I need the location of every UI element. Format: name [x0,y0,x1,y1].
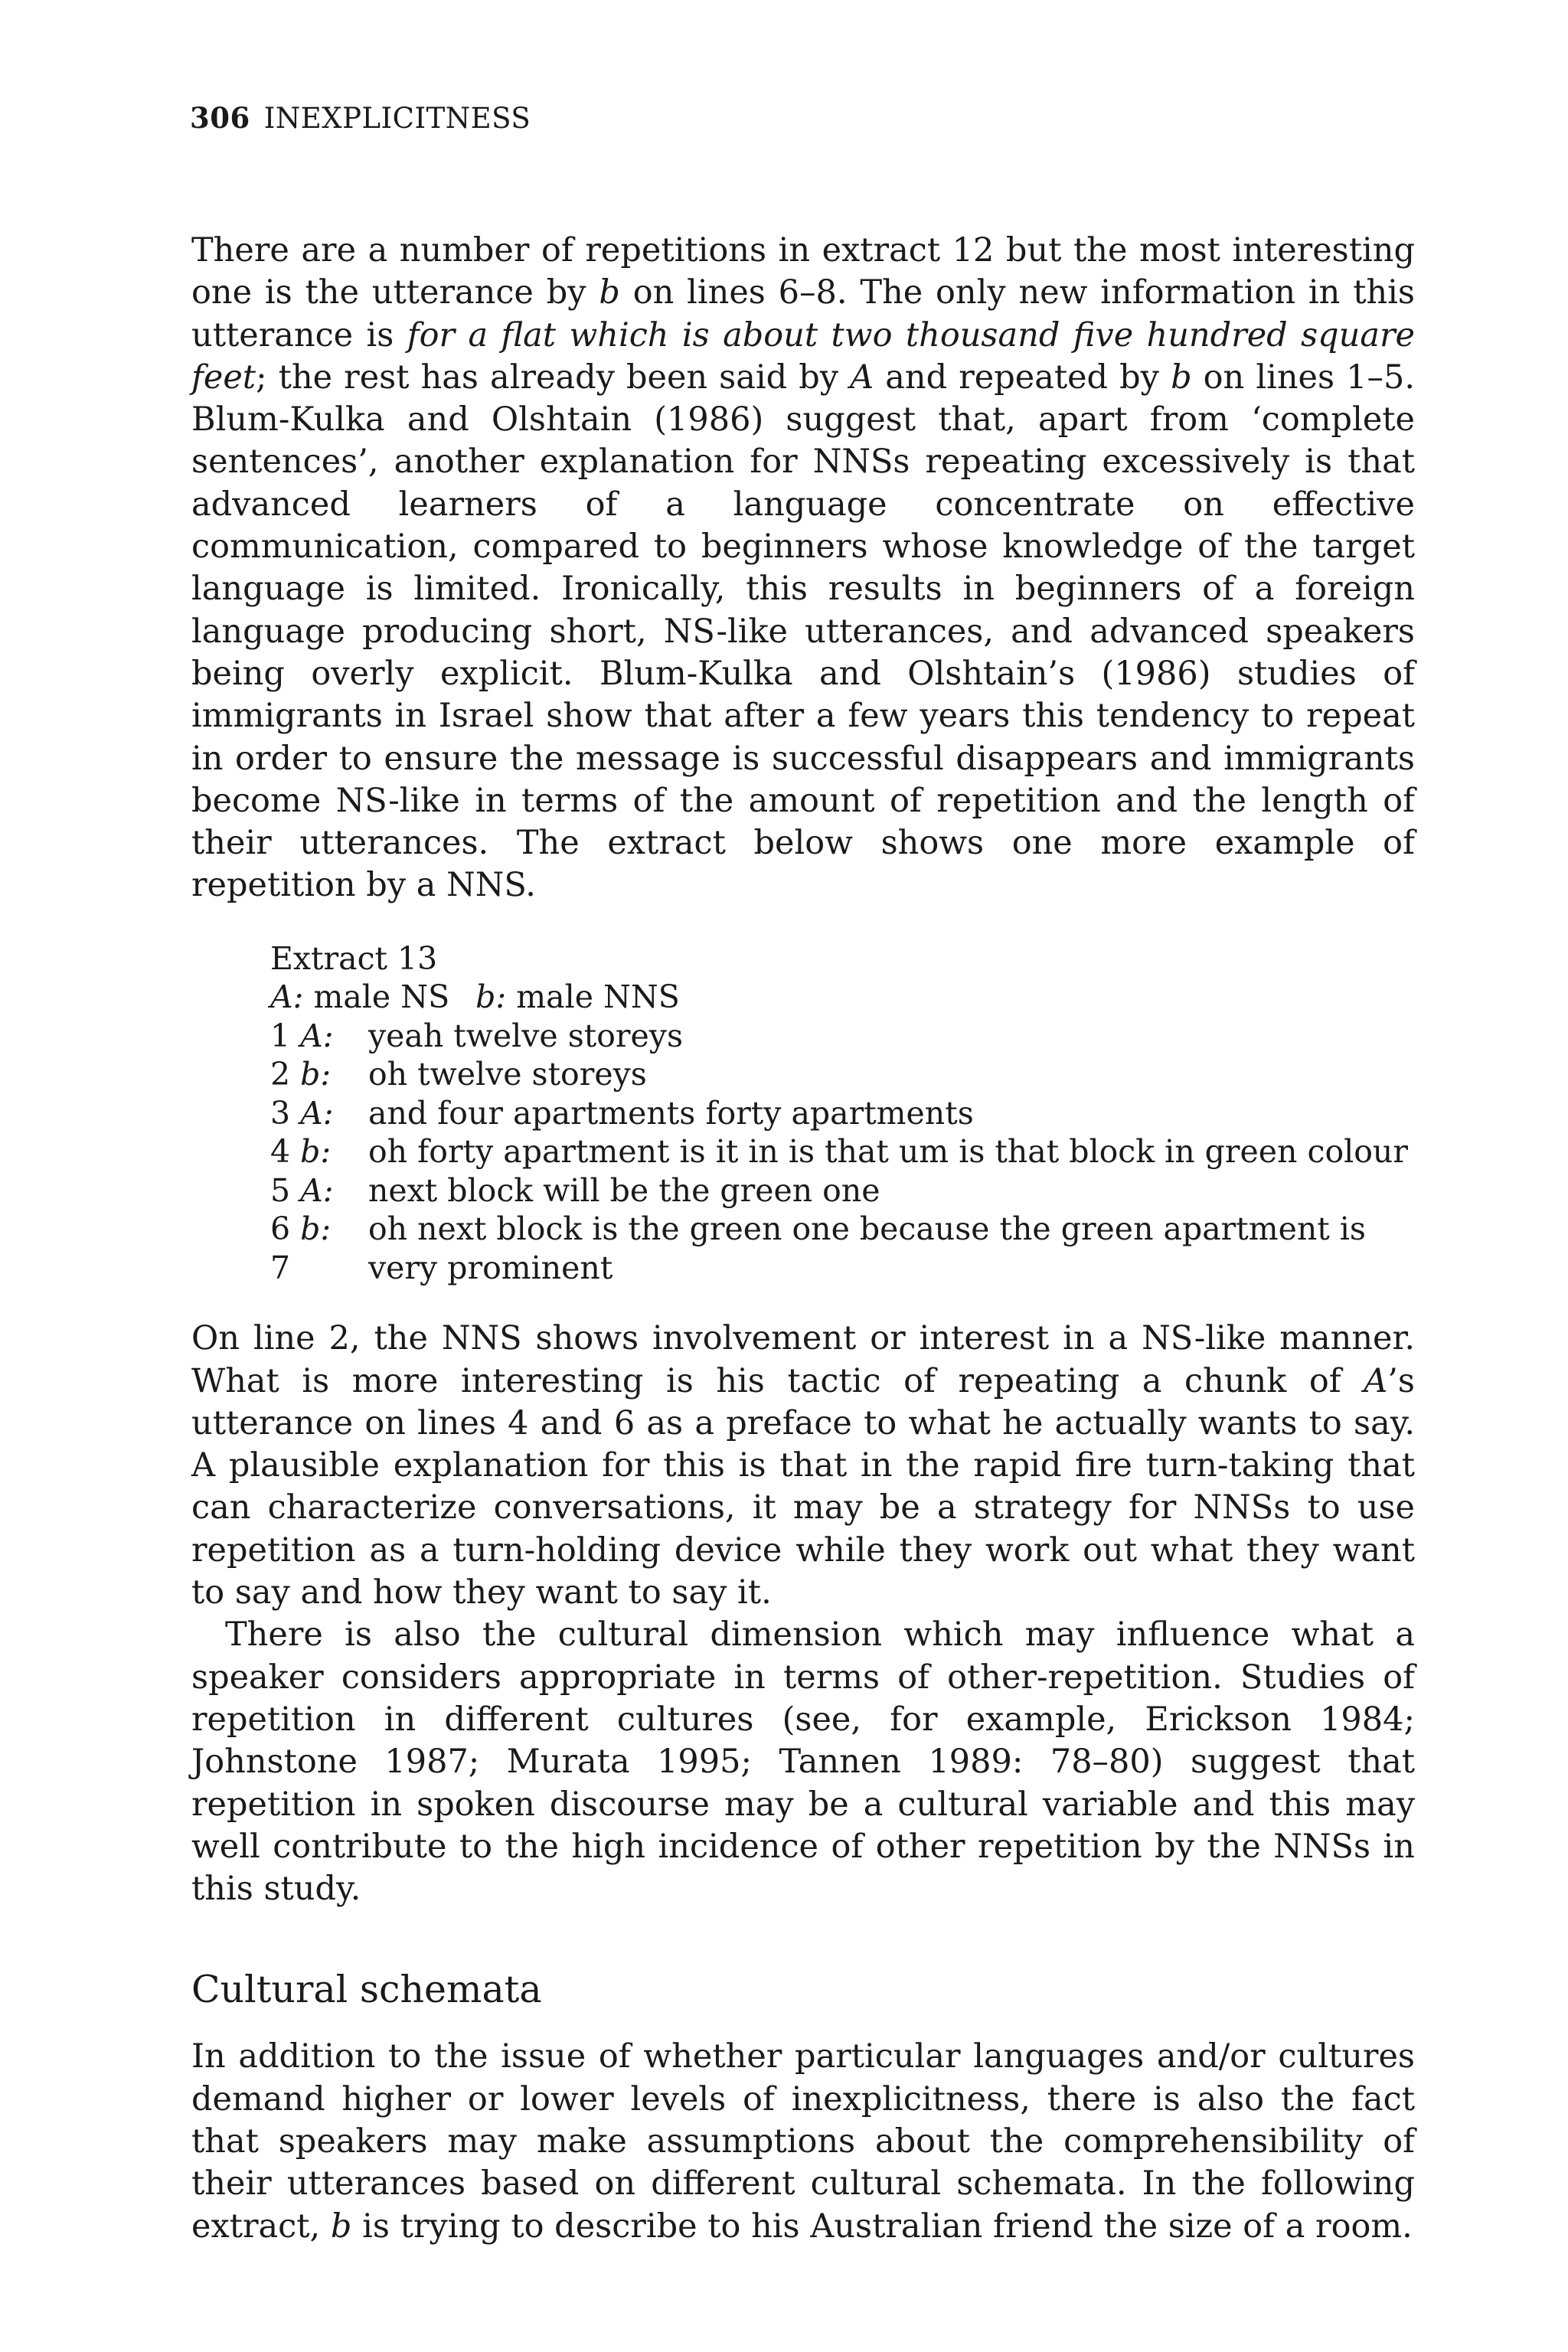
transcript-line [270,1132,1415,1171]
line-text: next block will be the green one [368,1171,880,1209]
paragraph-4 [191,2036,1415,2247]
line-number: 3 [270,1094,291,1132]
speaker-ref: b [330,2207,352,2246]
text-run: and repeated by [874,358,1171,397]
running-title: INEXPLICITNESS [263,102,531,135]
extract-13 [270,939,1415,1288]
line-text: yeah twelve storeys [368,1017,683,1054]
transcript-line [270,1094,1415,1133]
speaker-label: A: [300,1017,334,1054]
speaker-ref: b [1171,358,1192,397]
speaker-label: A: [300,1171,334,1209]
participant-desc: male NNS [506,978,680,1016]
line-text: and four apartments forty apartments [368,1094,974,1132]
page-body [191,230,1415,2248]
transcript-line [270,1055,1415,1094]
line-number: 2 [270,1056,291,1093]
quoted-utterance: for a flat which is about two thousand five hundred square feet [191,315,1415,397]
line-text: oh twelve storeys [368,1056,647,1093]
page-number: 306 [190,101,250,135]
text-run: In addition to the issue of whether particular languages and/or cultures demand higher or lower levels of inexplicitness, there is also the fact that speakers may make assumptions about the comprehensibility of their utterances based on different cultural schemata. In the following extract, [191,2037,1415,2246]
line-text: oh next block is the green one because the green apartment is [368,1210,1366,1248]
paragraph-2 [191,1318,1415,1614]
speaker-label: b: [300,1056,332,1093]
line-number: 4 [270,1133,291,1171]
line-text: oh forty apartment is it in is that um is that block in green colour [368,1133,1408,1171]
speaker-ref: A [850,358,874,397]
speaker-ref: b [599,273,620,312]
transcript-line [270,1171,1415,1210]
extract-title: Extract 13 [270,939,438,977]
line-number: 7 [270,1249,291,1286]
text-run: ; the rest has already been said by [256,358,851,397]
line-number: 6 [270,1210,291,1248]
text-run: There are a number of repetitions in extract 12 but the most interesting one is the utterance by [191,231,1415,312]
text-run: is trying to describe to his Australian friend the size of a room. [351,2207,1413,2246]
line-number: 5 [270,1171,291,1209]
text-run: on lines 6–8. The only new information in this utterance is [191,273,1415,354]
text-run: ’s utterance on lines 4 and 6 as a preface to what he actually wants to say. A plausible explanation for this is that in the rapid fire turn-taking that can characterize conversations, it may be a strategy for NNSs to use repetition as a turn-holding device while they work out what they want to say and how they want to say it. [191,1361,1415,1612]
participant-desc: male NS [303,978,450,1016]
text-run: on lines 1–5. Blum-Kulka and Olshtain (1986) suggest that, apart from ‘complete sentences’, another explanation for NNSs repeating excessively is that advanced learners of a language concentrate on effective communication, compared to beginners whose knowledge of the target language is limited. Ironically, this results in beginners of a foreign language producing short, NS-like utterances, and advanced speakers being overly explicit. Blum-Kulka and Olshtain’s (1986) studies of immigrants in Israel show that after a few years this tendency to repeat in order to ensure the message is successful disappears and immigrants become NS-like in terms of the amount of repetition and the length of their utterances. The extract below shows one more example of repetition by a NNS. [191,358,1416,905]
paragraph-1 [191,230,1415,907]
speaker-ref: A [1364,1361,1388,1400]
speaker-label: A: [270,978,304,1016]
line-number: 1 [270,1017,291,1054]
paragraph-3: There is also the cultural dimension which may influence what a speaker considers appropriate in terms of other-repetition. Studies of repetition in different cultures (see, for example, Erickson 1984; Johnstone 1987; Murata 1995; Tannen 1989: 78–80) suggest that repetition in spoken discourse may be a cultural variable and this may well contribute to the high incidence of other repetition by the NNSs in this study. [191,1615,1415,1909]
running-head [190,101,531,135]
speaker-label: A: [300,1094,334,1132]
text-run: On line 2, the NNS shows involvement or interest in a NS-like manner. What is more interesting is his tactic of repeating a chunk of [191,1319,1415,1400]
transcript-line [270,1249,1415,1288]
transcript-line [270,1017,1415,1056]
extract-participants [270,978,1415,1017]
speaker-label: b: [300,1133,332,1171]
speaker-label: b: [300,1210,332,1248]
transcript-line [270,1210,1415,1249]
section-heading: Cultural schemata [191,1968,542,2012]
line-text: very prominent [368,1249,613,1286]
speaker-label: b: [475,978,507,1016]
